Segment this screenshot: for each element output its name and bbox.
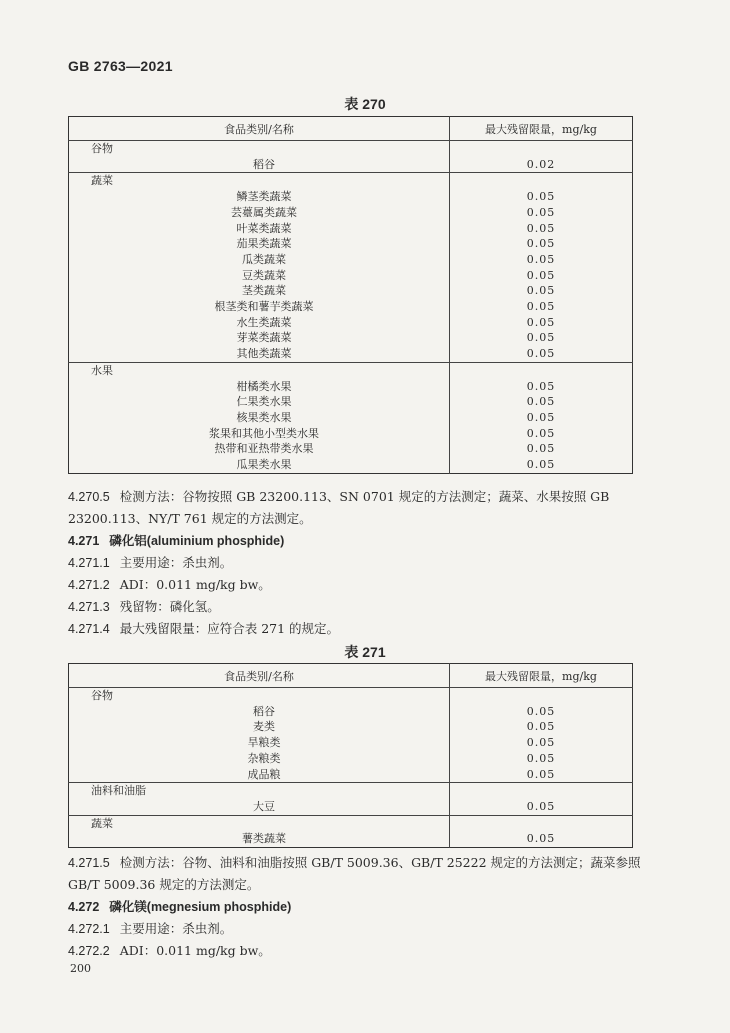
group-limit-cell xyxy=(450,362,633,378)
mrl-value: 0.05 xyxy=(526,190,556,204)
section-4-272 xyxy=(68,896,648,918)
group-label: 谷物 xyxy=(69,688,450,704)
food-name: 茄果类蔬菜 xyxy=(69,236,450,252)
group-label: 水果 xyxy=(69,362,450,378)
section-number: 4.271 xyxy=(68,534,100,548)
table-row xyxy=(69,719,633,735)
section-number: 4.271.3 xyxy=(68,600,110,614)
food-name: 核果类水果 xyxy=(69,410,450,426)
food-name: 成品粮 xyxy=(69,767,450,783)
food-name: 叶菜类蔬菜 xyxy=(69,221,450,237)
table-row xyxy=(69,704,633,720)
mrl-value: 0.05 xyxy=(526,221,556,235)
group-label: 谷物 xyxy=(69,141,450,157)
table-row xyxy=(69,346,633,362)
table-row xyxy=(69,315,633,331)
group-row xyxy=(69,688,633,704)
section-4-271-4 xyxy=(68,618,648,640)
group-row xyxy=(69,173,633,189)
food-name: 热带和亚热带类水果 xyxy=(69,441,450,457)
mrl-value: 0.05 xyxy=(526,395,556,409)
col-header-limit: 最大残留限量，mg/kg xyxy=(450,117,633,141)
table-row xyxy=(69,831,633,847)
group-label: 蔬菜 xyxy=(69,173,450,189)
group-limit-cell xyxy=(450,688,633,704)
mrl-value: 0.05 xyxy=(526,704,556,718)
table-row xyxy=(69,268,633,284)
mrl-value: 0.02 xyxy=(526,157,556,171)
table-row xyxy=(69,410,633,426)
section-title: 磷化镁(megnesium phosphide) xyxy=(109,900,292,914)
table-271 xyxy=(68,663,633,848)
section-number: 4.272.2 xyxy=(68,944,110,958)
food-name: 瓜果类水果 xyxy=(69,457,450,473)
section-text: 检测方法：谷物按照 GB 23200.113、SN 0701 规定的方法测定；蔬菜、水果按照 GB 23200.113、NY/T 761 规定的方法测定。 xyxy=(68,489,610,526)
food-name: 柑橘类水果 xyxy=(69,379,450,395)
group-label: 油料和油脂 xyxy=(69,783,450,799)
table-270-caption: 表 270 xyxy=(344,96,386,112)
mrl-value: 0.05 xyxy=(526,268,556,282)
food-name: 芽菜类蔬菜 xyxy=(69,330,450,346)
section-number: 4.270.5 xyxy=(68,490,110,504)
category-group xyxy=(69,173,633,362)
table-row xyxy=(69,189,633,205)
mrl-value: 0.05 xyxy=(526,720,556,734)
section-number: 4.272.1 xyxy=(68,922,110,936)
group-limit-cell xyxy=(450,173,633,189)
table-row xyxy=(69,394,633,410)
section-number: 4.271.5 xyxy=(68,856,110,870)
mrl-value: 0.05 xyxy=(526,252,556,266)
table-271-caption: 表 271 xyxy=(344,644,386,660)
table-row xyxy=(69,157,633,173)
food-name: 仁果类水果 xyxy=(69,394,450,410)
category-group xyxy=(69,362,633,473)
group-label: 蔬菜 xyxy=(69,815,450,831)
section-text: 残留物：磷化氢。 xyxy=(119,599,220,614)
mrl-value: 0.05 xyxy=(526,799,556,813)
group-limit-cell xyxy=(450,815,633,831)
food-name: 根茎类和薯芋类蔬菜 xyxy=(69,299,450,315)
category-group xyxy=(69,815,633,847)
section-number: 4.271.1 xyxy=(68,556,110,570)
col-header-name: 食品类别/名称 xyxy=(69,117,450,141)
table-270 xyxy=(68,116,633,474)
mrl-value: 0.05 xyxy=(526,237,556,251)
mrl-value: 0.05 xyxy=(526,300,556,314)
table-row xyxy=(69,799,633,815)
section-4-270-5 xyxy=(68,486,648,530)
section-4-271-2 xyxy=(68,574,648,596)
table-row xyxy=(69,205,633,221)
section-number: 4.271.2 xyxy=(68,578,110,592)
mrl-value: 0.05 xyxy=(526,458,556,472)
table-row xyxy=(69,283,633,299)
mrl-value: 0.05 xyxy=(526,751,556,765)
section-4-272-2 xyxy=(68,940,648,962)
table-row xyxy=(69,735,633,751)
section-4-271-5 xyxy=(68,852,648,896)
mrl-value: 0.05 xyxy=(526,767,556,781)
food-name: 稻谷 xyxy=(69,157,450,173)
section-text: 主要用途：杀虫剂。 xyxy=(119,555,233,570)
food-name: 旱粮类 xyxy=(69,735,450,751)
table-row xyxy=(69,236,633,252)
mrl-value: 0.05 xyxy=(526,410,556,424)
food-name: 瓜类蔬菜 xyxy=(69,252,450,268)
section-text: ADI：0.011 mg/kg bw。 xyxy=(119,577,271,592)
col-header-limit: 最大残留限量，mg/kg xyxy=(450,664,633,688)
section-text: 检测方法：谷物、油料和油脂按照 GB/T 5009.36、GB/T 25222 规定的方法测定；蔬菜参照 GB/T 5009.36 规定的方法测定。 xyxy=(68,855,641,892)
mrl-value: 0.05 xyxy=(526,347,556,361)
group-row xyxy=(69,783,633,799)
food-name: 其他类蔬菜 xyxy=(69,346,450,362)
food-name: 稻谷 xyxy=(69,704,450,720)
mrl-value: 0.05 xyxy=(526,284,556,298)
mrl-value: 0.05 xyxy=(526,315,556,329)
table-row xyxy=(69,441,633,457)
food-name: 浆果和其他小型类水果 xyxy=(69,426,450,442)
table-row xyxy=(69,751,633,767)
mrl-value: 0.05 xyxy=(526,832,556,846)
table-row xyxy=(69,299,633,315)
food-name: 麦类 xyxy=(69,719,450,735)
table-row xyxy=(69,767,633,783)
food-name: 茎类蔬菜 xyxy=(69,283,450,299)
group-row xyxy=(69,362,633,378)
table-row xyxy=(69,330,633,346)
section-number: 4.271.4 xyxy=(68,622,110,636)
section-4-271-1 xyxy=(68,552,648,574)
food-name: 薯类蔬菜 xyxy=(69,831,450,847)
food-name: 水生类蔬菜 xyxy=(69,315,450,331)
mrl-value: 0.05 xyxy=(526,205,556,219)
section-4-271 xyxy=(68,530,648,552)
food-name: 豆类蔬菜 xyxy=(69,268,450,284)
food-name: 鳞茎类蔬菜 xyxy=(69,189,450,205)
group-limit-cell xyxy=(450,141,633,157)
col-header-name: 食品类别/名称 xyxy=(69,664,450,688)
table-row xyxy=(69,379,633,395)
page-number: 200 xyxy=(70,962,91,975)
category-group xyxy=(69,783,633,815)
group-row xyxy=(69,815,633,831)
table-row xyxy=(69,457,633,473)
group-limit-cell xyxy=(450,783,633,799)
table-row xyxy=(69,252,633,268)
food-name: 大豆 xyxy=(69,799,450,815)
food-name: 芸薹属类蔬菜 xyxy=(69,205,450,221)
mrl-value: 0.05 xyxy=(526,736,556,750)
food-name: 杂粮类 xyxy=(69,751,450,767)
mrl-value: 0.05 xyxy=(526,442,556,456)
mrl-value: 0.05 xyxy=(526,379,556,393)
section-text: 最大残留限量：应符合表 271 的规定。 xyxy=(119,621,340,636)
section-4-271-3 xyxy=(68,596,648,618)
mrl-value: 0.05 xyxy=(526,331,556,345)
table-row xyxy=(69,221,633,237)
section-text: ADI：0.011 mg/kg bw。 xyxy=(119,943,271,958)
standard-number: GB 2763—2021 xyxy=(68,58,173,74)
section-number: 4.272 xyxy=(68,900,100,914)
section-4-272-1 xyxy=(68,918,648,940)
section-title: 磷化铝(aluminium phosphide) xyxy=(109,534,285,548)
group-row xyxy=(69,141,633,157)
mrl-value: 0.05 xyxy=(526,426,556,440)
table-row xyxy=(69,426,633,442)
section-text: 主要用途：杀虫剂。 xyxy=(119,921,233,936)
category-group xyxy=(69,141,633,173)
category-group xyxy=(69,688,633,783)
